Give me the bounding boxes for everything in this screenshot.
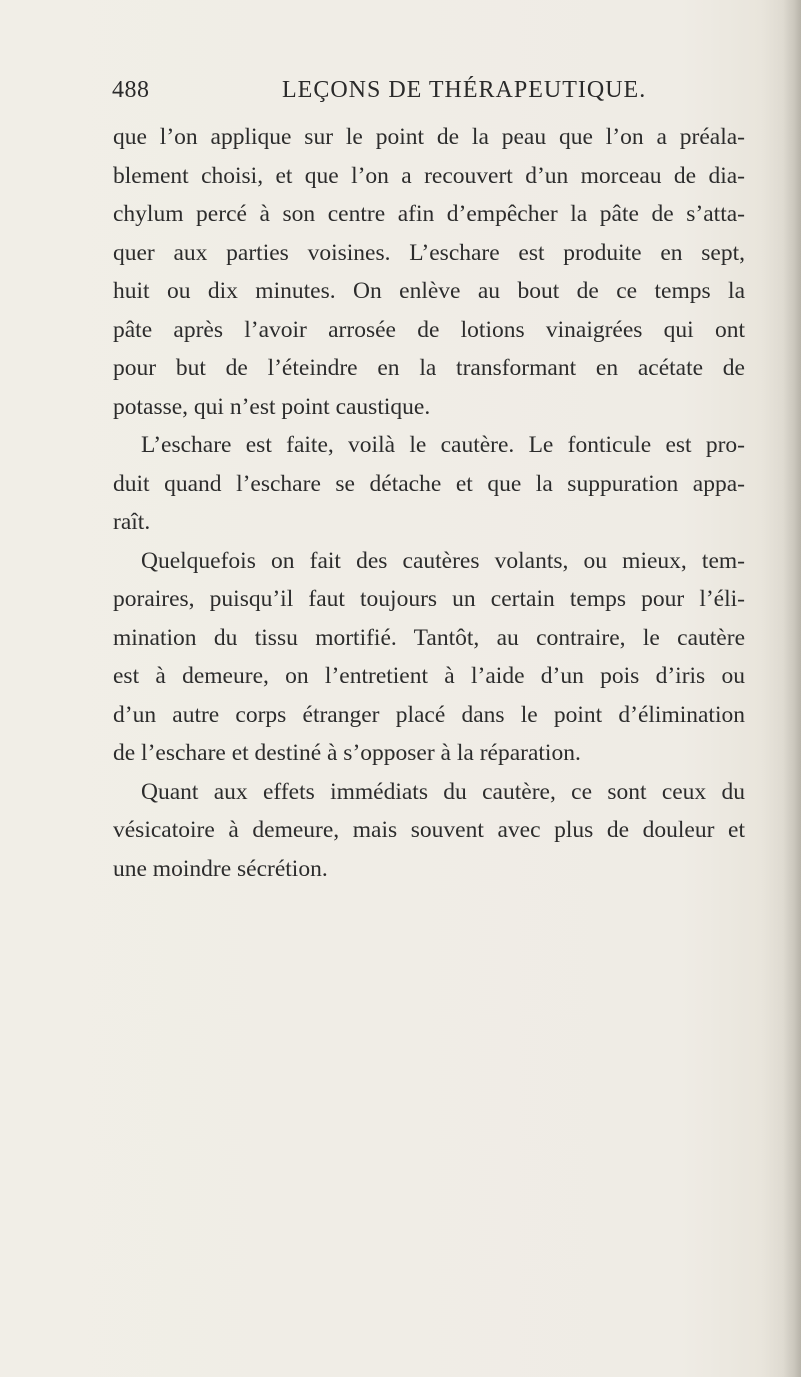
text-line: pour but de l’éteindre en la transformant en acétate de	[113, 355, 745, 381]
text-line: pâte après l’avoir arrosée de lotions vinaigrées qui ont	[113, 316, 745, 343]
text-line: vésicatoire à demeure, mais souvent avec plus de douleur et	[113, 817, 745, 843]
text-line: que l’on applique sur le point de la peau que l’on a préala-	[113, 124, 745, 150]
page-number: 488	[112, 77, 150, 103]
text-line: de l’eschare et destiné à s’opposer à la réparation.	[113, 740, 581, 766]
page-edge-shadow	[783, 0, 801, 1377]
text-line: est à demeure, on l’entretient à l’aide d’un pois d’iris ou	[113, 663, 745, 689]
text-line: potasse, qui n’est point caustique.	[113, 393, 431, 420]
page-header	[112, 77, 742, 109]
running-title: LEÇONS DE THÉRAPEUTIQUE.	[282, 77, 647, 103]
text-line: mination du tissu mortifié. Tantôt, au contraire, le cautère	[113, 624, 745, 651]
text-line: poraires, puisqu’il faut toujours un certain temps pour l’éli-	[113, 586, 745, 612]
text-line: Quelquefois on fait des cautères volants, ou mieux, tem-	[141, 547, 745, 574]
text-line: L’eschare est faite, voilà le cautère. Le fonticule est pro-	[141, 432, 745, 458]
text-line: quer aux parties voisines. L’eschare est produite en sept,	[113, 239, 745, 266]
text-line: huit ou dix minutes. On enlève au bout de ce temps la	[113, 278, 745, 304]
text-line: d’un autre corps étranger placé dans le point d’élimination	[113, 701, 745, 728]
text-line: chylum percé à son centre afin d’empêcher la pâte de s’atta-	[113, 201, 745, 227]
text-line: une moindre sécrétion.	[113, 855, 328, 882]
text-line: Quant aux effets immédiats du cautère, ce sont ceux du	[141, 778, 745, 805]
text-line: raît.	[113, 509, 151, 535]
text-line: duit quand l’eschare se détache et que la suppuration appa-	[113, 470, 745, 497]
text-line: blement choisi, et que l’on a recouvert d’un morceau de dia-	[113, 162, 745, 189]
body-text	[113, 118, 745, 888]
